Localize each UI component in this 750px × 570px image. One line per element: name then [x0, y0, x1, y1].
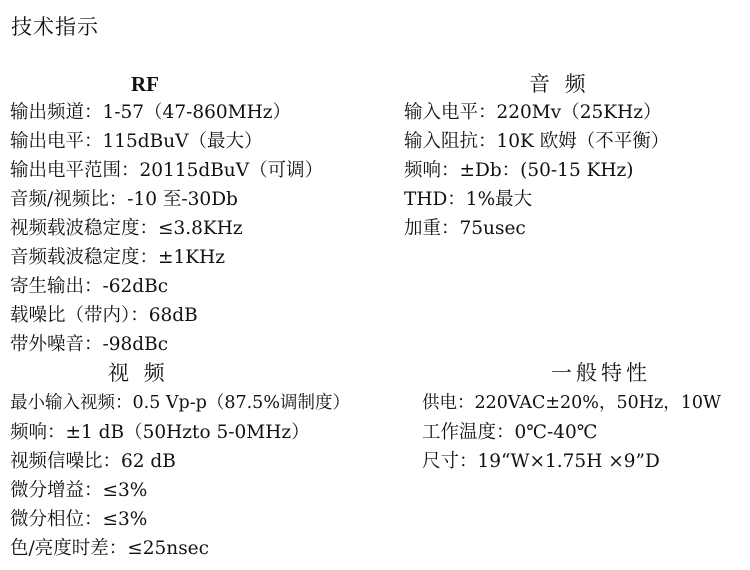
rf-spec-list	[10, 98, 323, 359]
video-spec-list	[10, 389, 350, 563]
rf-video-carrier-stability: 视频载波稳定度：≤3.8KHz	[10, 218, 243, 239]
rf-output-level: 输出电平：115dBuV（最大）	[10, 131, 263, 152]
audio-pre-emphasis: 加重：75usec	[404, 218, 526, 239]
rf-carrier-noise-ratio: 载噪比（带内）：68dB	[10, 305, 198, 326]
rf-spurious-output: 寄生输出：-62dBc	[10, 276, 169, 297]
rf-audio-carrier-stability: 音频载波稳定度：±1KHz	[10, 247, 225, 268]
video-min-input: 最小输入视频：0.5 Vp-p（87.5%调制度）	[10, 393, 350, 413]
video-section-heading: 视 频	[108, 361, 169, 385]
audio-section-heading: 音 频	[529, 72, 590, 96]
audio-thd: THD：1%最大	[404, 189, 533, 210]
general-spec-list	[422, 389, 721, 476]
general-power-supply: 供电：220VAC±20%，50Hz，10W	[422, 393, 721, 413]
rf-audio-video-ratio: 音频/视频比：-10 至-30Db	[10, 189, 238, 210]
video-differential-gain: 微分增益：≤3%	[10, 480, 148, 501]
video-chroma-luma-delay: 色/亮度时差：≤25nsec	[10, 538, 209, 559]
video-frequency-response: 频响：±1 dB（50Hzto 5-0MHz）	[10, 422, 310, 443]
document-title: 技术指示	[11, 15, 99, 39]
audio-input-impedance: 输入阻抗：10K 欧姆（不平衡）	[404, 131, 670, 152]
general-section-heading: 一般特性	[551, 361, 651, 385]
general-dimensions: 尺寸：19“W×1.75H ×9”D	[422, 451, 660, 472]
rf-output-level-range: 输出电平范围：20115dBuV（可调）	[10, 160, 324, 181]
rf-out-of-band-noise: 带外噪音：-98dBc	[10, 334, 169, 355]
video-snr: 视频信噪比：62 dB	[10, 451, 176, 472]
rf-output-channel: 输出频道：1-57（47-860MHz）	[10, 102, 291, 123]
general-operating-temperature: 工作温度：0℃-40℃	[422, 422, 598, 443]
audio-frequency-response: 频响：±Db：(50-15 KHz)	[404, 160, 634, 181]
rf-section-heading: RF	[131, 72, 159, 96]
audio-input-level: 输入电平：220Mv（25KHz）	[404, 102, 662, 123]
audio-spec-list	[404, 98, 669, 243]
video-differential-phase: 微分相位：≤3%	[10, 509, 148, 530]
